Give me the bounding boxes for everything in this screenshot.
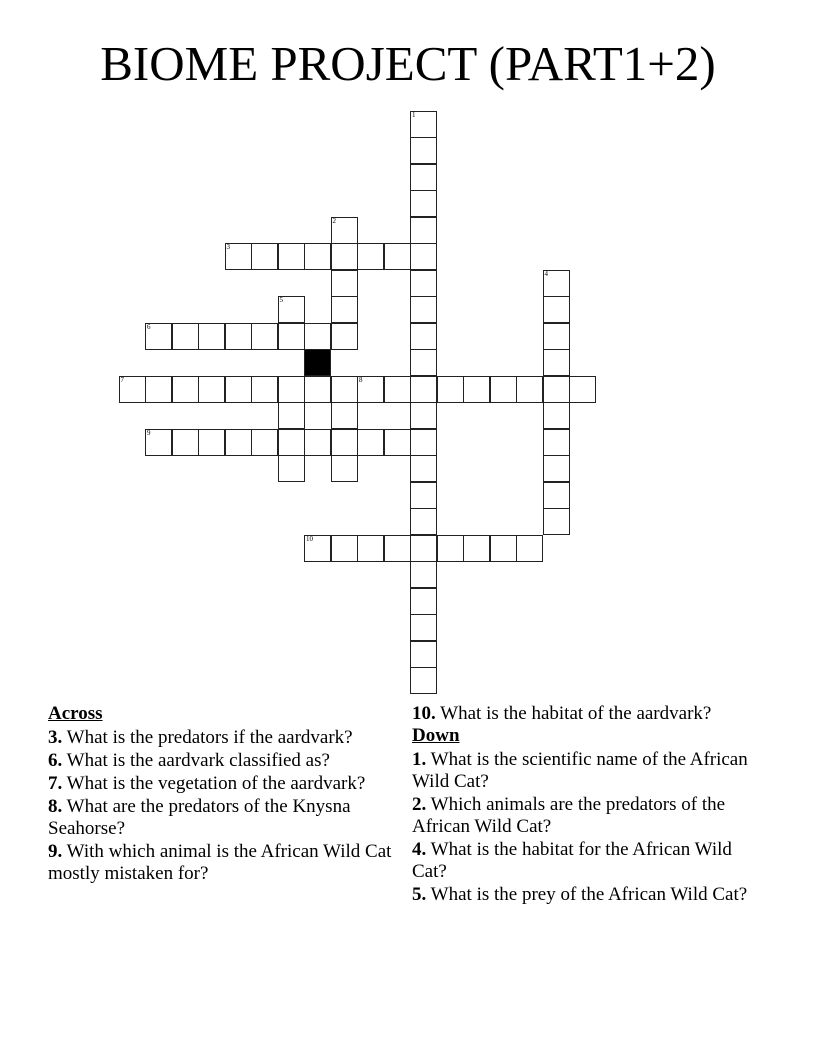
crossword-cell[interactable]	[304, 535, 331, 562]
crossword-cell[interactable]	[410, 482, 437, 509]
crossword-cell[interactable]	[119, 376, 146, 403]
page-title: BIOME PROJECT (PART1+2)	[100, 36, 716, 91]
clue-number: 7.	[48, 773, 63, 794]
clues-column-right	[412, 703, 757, 906]
crossword-cell[interactable]	[331, 455, 358, 482]
crossword-cell[interactable]	[304, 323, 331, 350]
crossword-cell[interactable]	[331, 296, 358, 323]
crossword-cell[interactable]	[331, 535, 358, 562]
crossword-cell[interactable]	[410, 429, 437, 456]
crossword-cell[interactable]	[251, 323, 278, 350]
clue-number: 4.	[412, 839, 427, 860]
crossword-cell[interactable]	[410, 402, 437, 429]
crossword-cell[interactable]	[410, 561, 437, 588]
clue-down-4	[412, 839, 757, 883]
clue-number: 2.	[412, 794, 427, 815]
crossword-cell[interactable]	[410, 535, 437, 562]
crossword-cell[interactable]	[357, 243, 384, 270]
clue-number-label: 5	[279, 296, 283, 304]
crossword-cell[interactable]	[278, 243, 305, 270]
crossword-cell[interactable]	[278, 402, 305, 429]
crossword-cell[interactable]	[225, 243, 252, 270]
crossword-black-cell	[304, 349, 331, 376]
clue-text: What are the predators of the Knysna Seahorse?	[48, 796, 351, 839]
clue-number-label: 1	[412, 110, 416, 119]
crossword-cell[interactable]	[543, 402, 570, 429]
clue-number-label: 8	[359, 375, 363, 384]
crossword-cell[interactable]	[410, 137, 437, 164]
crossword-cell[interactable]	[145, 429, 172, 456]
crossword-cell[interactable]	[331, 217, 358, 244]
crossword-cell[interactable]	[304, 429, 331, 456]
clue-text: What is the habitat of the aardvark?	[440, 703, 712, 724]
crossword-cell[interactable]	[410, 190, 437, 217]
clue-number: 9.	[48, 841, 63, 862]
clue-across-7	[48, 773, 393, 795]
clue-text: What is the habitat for the African Wild Cat?	[412, 839, 732, 882]
crossword-cell[interactable]	[410, 243, 437, 270]
crossword-cell[interactable]	[543, 349, 570, 376]
crossword-cell[interactable]	[410, 376, 437, 403]
crossword-cell[interactable]	[145, 323, 172, 350]
crossword-cell[interactable]	[437, 535, 464, 562]
clues-column-left	[48, 703, 393, 885]
crossword-cell[interactable]	[410, 614, 437, 641]
crossword-cell[interactable]	[172, 376, 199, 403]
crossword-cell[interactable]	[410, 217, 437, 244]
crossword-cell[interactable]	[198, 323, 225, 350]
crossword-cell[interactable]	[437, 376, 464, 403]
clue-number-label: 10	[306, 534, 313, 543]
clue-number-label: 9	[147, 428, 151, 437]
clue-down-5	[412, 884, 757, 906]
clue-text: Which animals are the predators of the African Wild Cat?	[412, 794, 726, 837]
crossword-cell[interactable]	[490, 376, 517, 403]
clue-number: 10.	[412, 703, 436, 724]
crossword-cell[interactable]	[172, 429, 199, 456]
crossword-cell[interactable]	[278, 296, 305, 323]
crossword-cell[interactable]	[490, 535, 517, 562]
down-heading: Down	[412, 725, 460, 746]
crossword-cell[interactable]	[569, 376, 596, 403]
crossword-cell[interactable]	[225, 376, 252, 403]
crossword-cell[interactable]	[543, 482, 570, 509]
clue-number-label: 7	[120, 375, 124, 384]
crossword-cell[interactable]	[410, 508, 437, 535]
clue-across-3	[48, 727, 393, 749]
crossword-cell[interactable]	[516, 535, 543, 562]
crossword-cell[interactable]	[410, 164, 437, 191]
clue-number: 8.	[48, 796, 63, 817]
clue-across-6	[48, 750, 393, 772]
clue-across-8	[48, 796, 393, 840]
crossword-cell[interactable]	[410, 323, 437, 350]
crossword-cell[interactable]	[198, 376, 225, 403]
crossword-cell[interactable]	[357, 535, 384, 562]
crossword-cell[interactable]	[145, 376, 172, 403]
clue-down-2	[412, 794, 757, 838]
crossword-cell[interactable]	[410, 455, 437, 482]
crossword-cell[interactable]	[543, 323, 570, 350]
crossword-cell[interactable]	[384, 429, 411, 456]
crossword-cell[interactable]	[543, 376, 570, 403]
crossword-cell[interactable]	[331, 429, 358, 456]
clue-number: 1.	[412, 749, 427, 770]
crossword-cell[interactable]	[384, 535, 411, 562]
crossword-cell[interactable]	[278, 323, 305, 350]
crossword-cell[interactable]	[463, 376, 490, 403]
crossword-cell[interactable]	[543, 429, 570, 456]
clue-number-label: 4	[544, 269, 548, 278]
crossword-cell[interactable]	[410, 111, 437, 138]
clue-text: What is the prey of the African Wild Cat?	[430, 884, 748, 905]
crossword-cell[interactable]	[278, 429, 305, 456]
crossword-cell[interactable]	[543, 296, 570, 323]
crossword-cell[interactable]	[225, 429, 252, 456]
crossword-cell[interactable]	[251, 429, 278, 456]
clue-text: What is the scientific name of the African Wild Cat?	[412, 749, 748, 792]
crossword-cell[interactable]	[331, 376, 358, 403]
crossword-cell[interactable]	[357, 429, 384, 456]
crossword-cell[interactable]	[410, 588, 437, 615]
crossword-cell[interactable]	[198, 429, 225, 456]
crossword-cell[interactable]	[331, 323, 358, 350]
crossword-cell[interactable]	[543, 455, 570, 482]
crossword-cell[interactable]	[251, 243, 278, 270]
crossword-cell[interactable]	[278, 376, 305, 403]
crossword-cell[interactable]	[410, 296, 437, 323]
clue-text: What is the vegetation of the aardvark?	[66, 773, 366, 794]
crossword-cell[interactable]	[331, 270, 358, 297]
across-heading: Across	[48, 703, 103, 724]
crossword-cell[interactable]	[463, 535, 490, 562]
crossword-cell[interactable]	[357, 376, 384, 403]
crossword-cell[interactable]	[410, 641, 437, 668]
crossword-cell[interactable]	[331, 402, 358, 429]
crossword-cell[interactable]	[331, 243, 358, 270]
crossword-cell[interactable]	[304, 376, 331, 403]
crossword-cell[interactable]	[516, 376, 543, 403]
crossword-cell[interactable]	[543, 270, 570, 297]
clue-across-9	[48, 841, 393, 885]
crossword-cell[interactable]	[172, 323, 199, 350]
crossword-cell[interactable]	[384, 376, 411, 403]
clue-text: What is the aardvark classified as?	[66, 750, 330, 771]
clue-text: With which animal is the African Wild Cat mostly mistaken for?	[48, 841, 392, 884]
clue-number: 6.	[48, 750, 63, 771]
crossword-cell[interactable]	[410, 270, 437, 297]
crossword-cell[interactable]	[225, 323, 252, 350]
crossword-cell[interactable]	[410, 349, 437, 376]
clue-number: 5.	[412, 884, 427, 905]
crossword-cell[interactable]	[278, 455, 305, 482]
clue-number: 3.	[48, 727, 63, 748]
crossword-cell[interactable]	[410, 667, 437, 694]
clue-across-10	[412, 703, 757, 725]
crossword-cell[interactable]	[384, 243, 411, 270]
clue-number-label: 3	[226, 243, 230, 251]
clue-number-label: 2	[332, 216, 336, 225]
clue-down-1	[412, 749, 757, 793]
crossword-cell[interactable]	[251, 376, 278, 403]
crossword-cell[interactable]	[304, 243, 331, 270]
crossword-cell[interactable]	[543, 508, 570, 535]
clue-number-label: 6	[147, 322, 151, 331]
clue-text: What is the predators if the aardvark?	[66, 727, 353, 748]
